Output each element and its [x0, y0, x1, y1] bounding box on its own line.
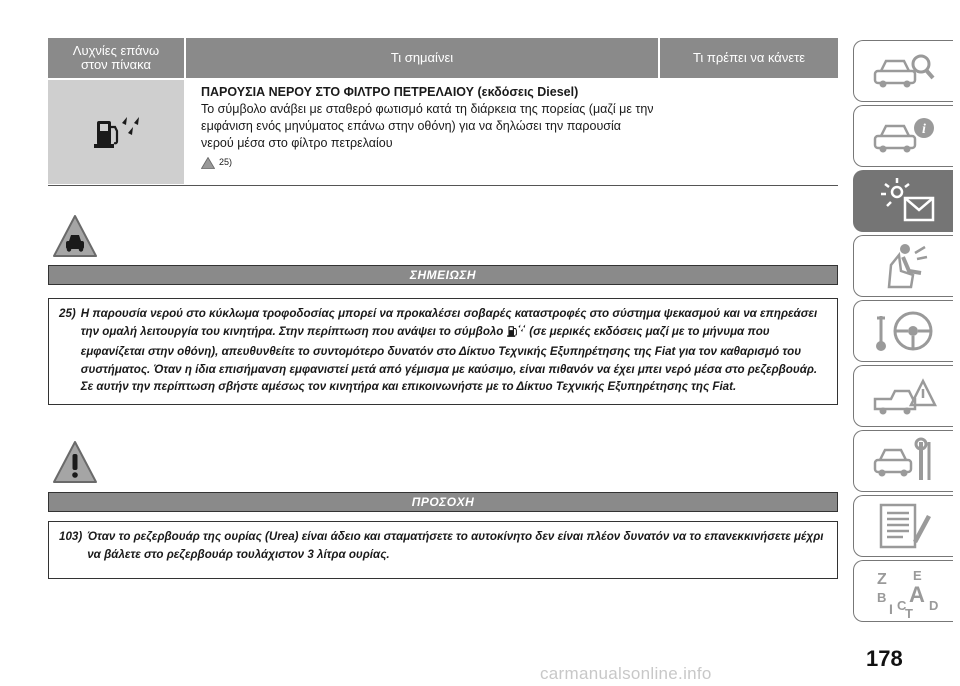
svg-text:C: C	[896, 598, 906, 613]
tab-car-knowledge[interactable]	[853, 40, 953, 102]
note-number: 25)	[59, 307, 76, 320]
exclamation-warning-icon	[52, 440, 98, 486]
tab-warning-lights[interactable]	[853, 170, 953, 232]
svg-text:A: A	[908, 582, 925, 607]
alphabet-index-icon	[869, 564, 939, 618]
header-meaning-label: Τι σημαίνει	[390, 50, 454, 65]
warning-lights-icon	[869, 176, 939, 226]
row-icon-cell	[48, 80, 184, 184]
caution-paragraph	[59, 528, 827, 563]
row-reference-label: 25)	[219, 157, 233, 167]
header-meaning	[186, 38, 658, 78]
svg-text:i: i	[921, 122, 926, 137]
table-bottom-rule	[48, 185, 838, 186]
row-reference	[201, 154, 656, 171]
svg-text:I: I	[888, 601, 893, 617]
header-lights-label: Λυχνίες επάνω στον πίνακα	[72, 43, 160, 72]
tab-emergency[interactable]	[853, 365, 953, 427]
caution-heading-label: ΠΡΟΣΟΧΗ	[411, 495, 475, 509]
car-magnifier-icon	[869, 49, 939, 93]
svg-text:Z: Z	[876, 571, 887, 588]
tab-starting-driving[interactable]	[853, 300, 953, 362]
tab-technical-data[interactable]	[853, 495, 953, 557]
row-meaning	[201, 84, 656, 171]
seat-airbag-icon	[869, 241, 939, 291]
caution-heading	[48, 492, 838, 512]
car-wrench-icon	[869, 436, 939, 486]
row-description: Το σύμβολο ανάβει με σταθερό φωτισμό κατά τη διάρκεια της πορείας (μαζί με την εμφάνιση ενός μηνύματος επάνω στην οθόνη) για να δηλώσει την παρουσία νερού μέσα στο φίλτρο πετρελαίου	[201, 102, 654, 150]
svg-text:D: D	[928, 598, 938, 613]
car-info-icon	[869, 114, 939, 158]
svg-text:E: E	[912, 568, 922, 583]
header-action	[660, 38, 838, 78]
caution-number: 103)	[59, 530, 83, 543]
fuel-water-inline-icon	[506, 323, 526, 344]
note-paragraph	[59, 305, 827, 396]
header-lights	[48, 38, 184, 78]
caution-box	[48, 521, 838, 579]
tab-car-info[interactable]	[853, 105, 953, 167]
header-action-label: Τι πρέπει να κάνετε	[692, 50, 806, 65]
tab-index[interactable]	[853, 560, 953, 622]
page-number: 178	[866, 646, 903, 671]
note-box	[48, 298, 838, 405]
road-warning-icon	[869, 371, 939, 421]
svg-text:B: B	[876, 590, 886, 605]
svg-text:T: T	[904, 606, 913, 618]
car-warning-icon	[52, 214, 98, 260]
tab-safety[interactable]	[853, 235, 953, 297]
note-text-after: (σε μερικές εκδόσεις μαζί με το μήνυμα που εμφανίζεται στην οθόνη), απευθυνθείτε το συντομότερο δυνατόν στο Δίκτυο Τεχνικής Εξυπηρέτησης της Fiat για τον καθαρισμό του συστήματος. Όταν η ίδια επισήμανση εμφανιστεί μετά από γέμισμα με καύσιμο, είναι πιθανόν να έχει μπει νερό μέσα στο ρεζερβουάρ. Σε αυτήν την περίπτωση σβήστε αμέσως τον κινητήρα και επικοινωνήστε με το Δίκτυο Τεχνικής Εξυπηρέτησης της Fiat.	[80, 324, 818, 393]
caution-body: Όταν το ρεζερβουάρ της ουρίας (Urea) είναι άδειο και σταματήσετε το αυτοκίνητο δεν είναι πλέον δυνατόν να το επανεκκινήσετε μέχρι να βάλετε στο ρεζερβουάρ τουλάχιστον 3 λίτρα ουρίας.	[87, 530, 824, 561]
warning-triangle-small-icon	[201, 157, 215, 169]
tab-maintenance[interactable]	[853, 430, 953, 492]
steering-wheel-icon	[869, 306, 939, 356]
note-body	[81, 305, 827, 396]
note-heading	[48, 265, 838, 285]
row-title: ΠΑΡΟΥΣΙΑ ΝΕΡΟΥ ΣΤΟ ΦΙΛΤΡΟ ΠΕΤΡΕΛΑΙΟΥ (εκδόσεις Diesel)	[201, 85, 579, 99]
note-text-before: Η παρουσία νερού στο κύκλωμα τροφοδοσίας μπορεί να προκαλέσει σοβαρές καταστροφές στο σύστημα ψεκασμού και να επηρεάσει την ομαλή λειτουργία του κινητήρα. Στην περίπτωση που ανάψει το σύμβολο	[80, 307, 818, 338]
fuel-water-icon	[91, 115, 141, 149]
watermark: carmanualsonline.info	[540, 664, 712, 683]
note-heading-label: ΣΗΜΕΙΩΣΗ	[409, 268, 477, 282]
specs-list-icon	[869, 501, 939, 551]
